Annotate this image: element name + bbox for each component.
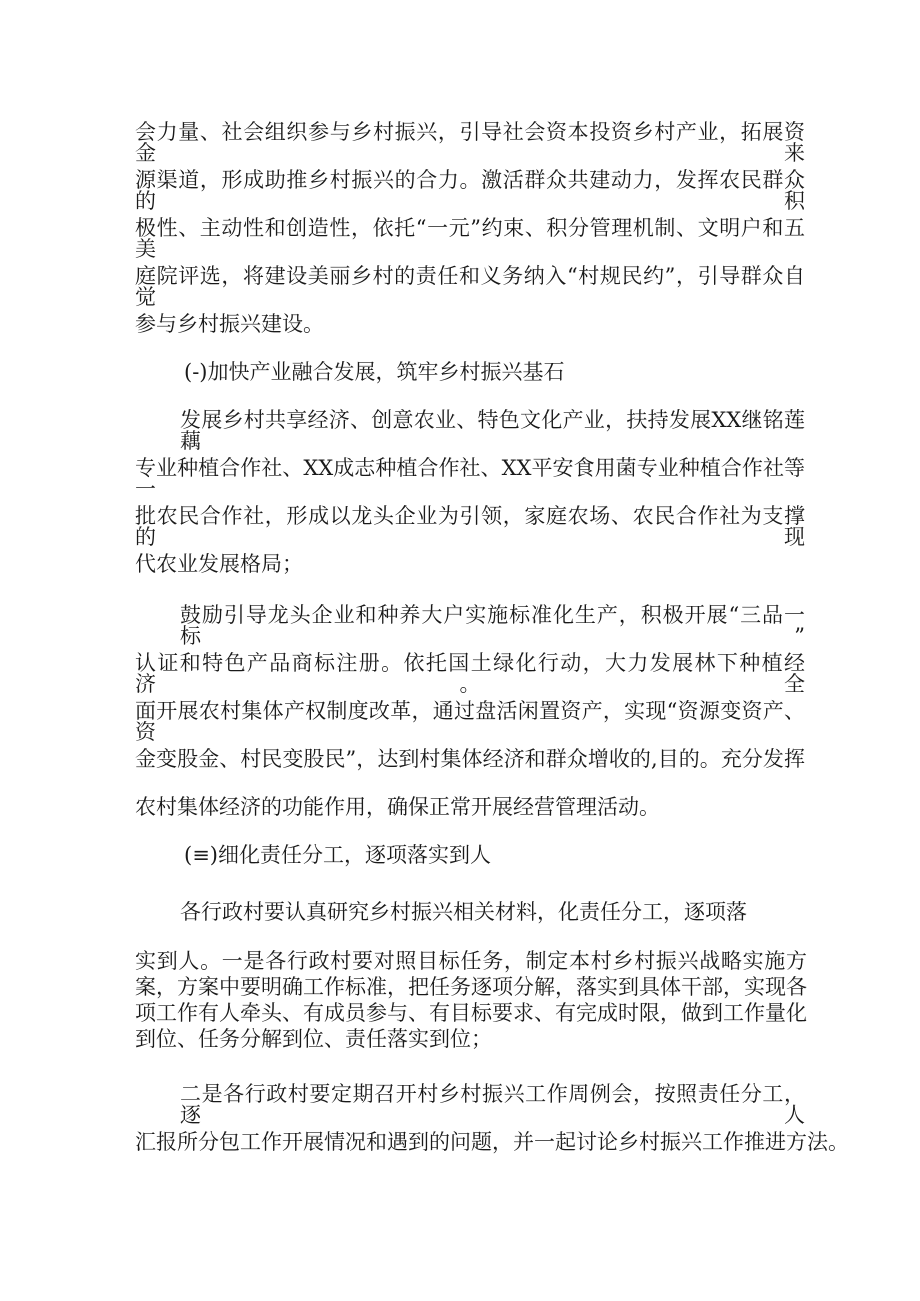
- paragraph-line: 各行政村要认真研究乡村振兴相关材料，化责任分工，逐项落: [180, 900, 747, 924]
- paragraph-line: 会力量、社会组织参与乡村振兴，引导社会资本投资乡村产业，拓展资金来: [135, 120, 805, 165]
- paragraph-line: 参与乡村振兴建设。: [135, 312, 324, 336]
- paragraph-line: 代农业发展格局；: [135, 552, 303, 576]
- paragraph-line: 汇报所分包工作开展情况和遇到的问题，并一起讨论乡村振兴工作推进方法。: [135, 1130, 849, 1154]
- section-heading: (-)加快产业融合发展，筑牢乡村振兴基石: [184, 360, 565, 384]
- paragraph-line: 面开展农村集体产权制度改革，通过盘活闲置资产，实现“资源变资产、资: [135, 699, 805, 744]
- paragraph-line: 源渠道，形成助推乡村振兴的合力。激活群众共建动力，发挥农民群众的积: [135, 168, 805, 213]
- paragraph-line: 金变股金、村民变股民”，达到村集体经济和群众增收的,目的。充分发挥: [135, 747, 805, 771]
- paragraph-line: 极性、主动性和创造性，依托“一元”约束、积分管理机制、文明户和五美: [135, 216, 805, 261]
- section-heading: (≡)细化责任分工，逐项落实到人: [184, 843, 491, 867]
- paragraph-line: 认证和特色产品商标注册。依托国土绿化行动，大力发展林下种植经济。全: [135, 651, 805, 696]
- paragraph-line: 专业种植合作社、XX成志种植合作社、XX平安食用菌专业种植合作社等一: [135, 456, 805, 501]
- paragraph-line: 批农民合作社，形成以龙头企业为引领，家庭农场、农民合作社为支撑的现: [135, 504, 805, 549]
- dense-paragraph: 实到人。一是各行政村要对照目标任务，制定本村乡村振兴战略实施方案，方案中要明确工作标准，把任务逐项分解，落实到具体干部，实现各项工作有人牵头、有成员参与、有目标要求、有完成时限，做到工作量化到位、任务分解到位、责任落实到位；: [135, 949, 807, 1051]
- paragraph-line: 鼓励引导龙头企业和种养大户实施标准化生产，积极开展“三品一标”: [180, 603, 805, 648]
- paragraph-line: 庭院评选，将建设美丽乡村的责任和义务纳入“村规民约”，引导群众自觉: [135, 264, 805, 309]
- paragraph-line: 农村集体经济的功能作用，确保正常开展经营管理活动。: [135, 795, 660, 819]
- paragraph-line: 二是各行政村要定期召开村乡村振兴工作周例会，按照责任分工，逐人: [180, 1082, 805, 1127]
- paragraph-line: 发展乡村共享经济、创意农业、特色文化产业，扶持发展XX继铭莲藕: [180, 408, 805, 453]
